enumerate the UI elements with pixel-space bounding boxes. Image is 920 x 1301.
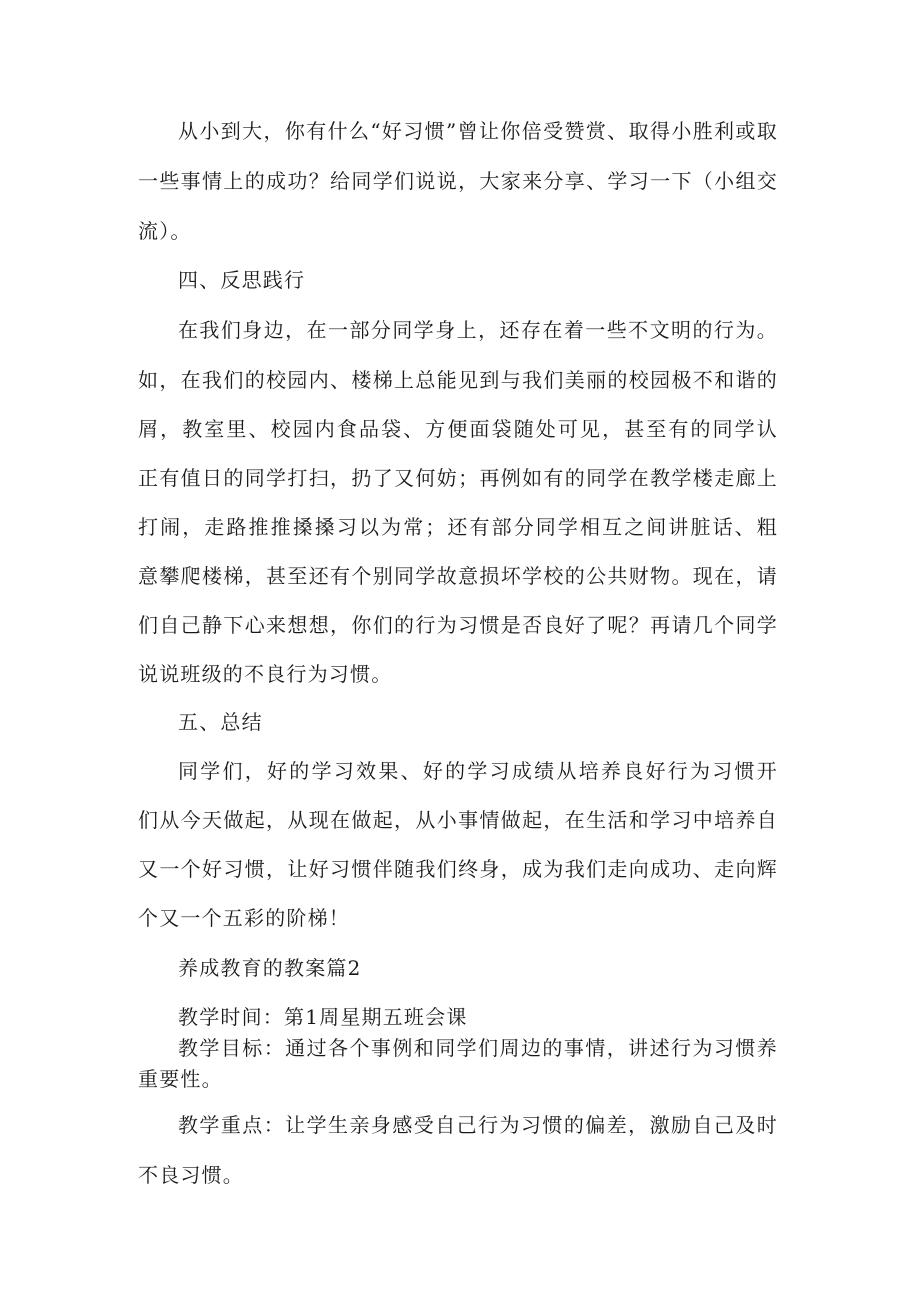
paragraph-2-line-6: 意攀爬楼梯，甚至还有个别同学故意损坏学校的公共财物。现在，请 <box>138 564 778 588</box>
section-heading-4: 四、反思践行 <box>178 268 306 292</box>
paragraph-2-line-4: 正有值日的同学打扫，扔了又何妨；再例如有的同学在教学楼走廊上 <box>138 466 778 490</box>
paragraph-3-line-1: 同学们，好的学习效果、好的学习成绩从培养良好行为习惯开 <box>178 759 778 783</box>
paragraph-3-line-3: 又一个好习惯，让好习惯伴随我们终身，成为我们走向成功、走向辉 <box>138 857 778 881</box>
paragraph-2-line-1: 在我们身边，在一部分同学身上，还存在着一些不文明的行为。 <box>178 318 778 342</box>
paragraph-3-line-4: 个又一个五彩的阶梯！ <box>138 906 350 930</box>
section-heading-5: 五、总结 <box>178 710 263 734</box>
paragraph-1-line-2: 一些事情上的成功？给同学们说说，大家来分享、学习一下（小组交 <box>138 169 778 193</box>
teaching-goal-line-2: 重要性。 <box>138 1067 223 1091</box>
lesson-plan-title: 养成教育的教案篇2 <box>178 956 362 980</box>
paragraph-2-line-3: 屑，教室里、校园内食品袋、方便面袋随处可见，甚至有的同学认 <box>138 417 778 441</box>
teaching-focus-line-1: 教学重点：让学生亲身感受自己行为习惯的偏差，激励自己及时 <box>178 1113 778 1137</box>
teaching-time: 教学时间：第1周星期五班会课 <box>178 1005 468 1029</box>
paragraph-2-line-8: 说说班级的不良行为习惯。 <box>138 662 393 686</box>
paragraph-2-line-2: 如，在我们的校园内、楼梯上总能见到与我们美丽的校园极不和谐的 <box>138 368 778 392</box>
paragraph-1-line-3: 流）。 <box>138 219 192 243</box>
paragraph-2-line-5: 打闹，走路推推搡搡习以为常；还有部分同学相互之间讲脏话、粗 <box>138 515 778 539</box>
paragraph-1-line-1: 从小到大，你有什么“好习惯”曾让你倍受赞赏、取得小胜利或取 <box>178 119 778 143</box>
paragraph-2-line-7: 们自己静下心来想想，你们的行为习惯是否良好了呢？再请几个同学 <box>138 613 778 637</box>
paragraph-3-line-2: 们从今天做起，从现在做起，从小事情做起，在生活和学习中培养自 <box>138 808 778 832</box>
teaching-focus-line-2: 不良习惯。 <box>138 1163 244 1187</box>
teaching-goal-line-1: 教学目标：通过各个事例和同学们周边的事情，讲述行为习惯养 <box>178 1036 778 1060</box>
